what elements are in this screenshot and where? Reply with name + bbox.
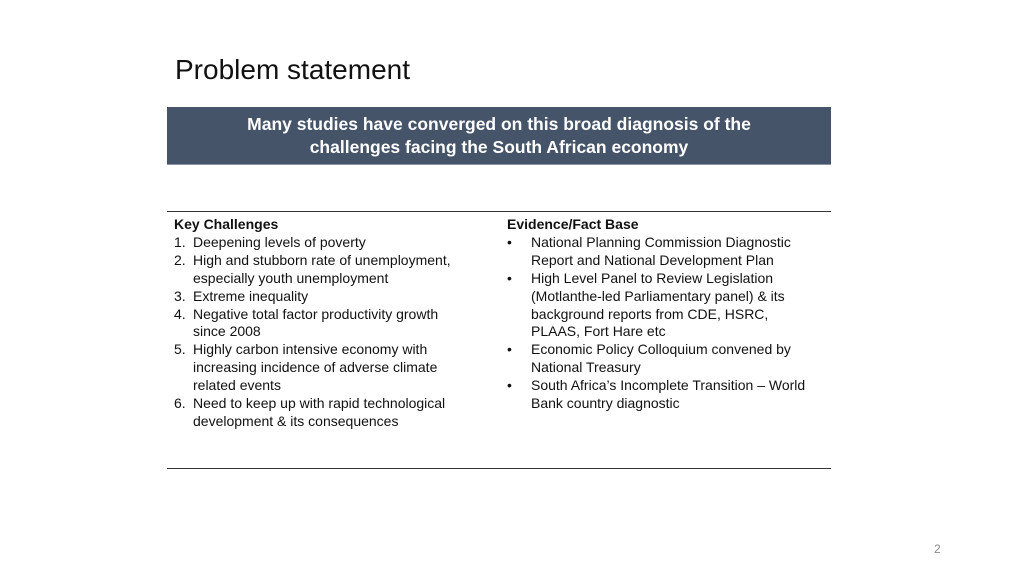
list-item — [174, 288, 494, 306]
list-item — [507, 270, 827, 342]
list-item — [174, 395, 494, 431]
table-top-rule — [167, 211, 831, 212]
table-bottom-rule — [167, 468, 831, 469]
list-item — [174, 306, 494, 342]
list-item-text: National Treasury — [531, 359, 641, 376]
list-item-text: South Africa’s Incomplete Transition – World — [531, 377, 806, 394]
evidence-column — [507, 216, 827, 413]
list-marker: 3. — [174, 287, 186, 304]
banner-line-2: challenges facing the South African economy — [309, 137, 689, 157]
list-item — [507, 341, 827, 377]
list-item-text: related events — [193, 377, 281, 394]
list-item-text: Deepening levels of poverty — [193, 233, 366, 250]
evidence-heading: Evidence/Fact Base — [507, 216, 639, 232]
evidence-list — [507, 234, 827, 413]
list-marker: • — [507, 269, 512, 286]
list-item-text: Bank country diagnostic — [531, 395, 680, 412]
list-item-text: increasing incidence of adverse climate — [193, 359, 438, 376]
banner-text — [167, 113, 831, 159]
list-item-text: Highly carbon intensive economy with — [193, 341, 428, 358]
list-item-text: Report and National Development Plan — [531, 251, 774, 268]
key-challenges-column — [174, 216, 494, 431]
key-challenges-list — [174, 234, 494, 431]
list-marker: 5. — [174, 341, 186, 358]
list-item-text: High Level Panel to Review Legislation — [531, 269, 774, 286]
list-item-text: development & its consequences — [193, 412, 399, 429]
summary-banner — [167, 107, 831, 165]
list-item-text: National Planning Commission Diagnostic — [531, 233, 791, 250]
list-item-text: Negative total factor productivity growth — [193, 305, 439, 322]
list-marker: 2. — [174, 251, 186, 268]
list-item — [507, 377, 827, 413]
list-item-text: since 2008 — [193, 323, 261, 340]
list-item — [174, 234, 494, 252]
list-item-text: Extreme inequality — [193, 287, 309, 304]
list-marker: • — [507, 377, 512, 394]
page-title: Problem statement — [175, 54, 410, 85]
key-challenges-heading: Key Challenges — [174, 216, 279, 232]
list-item-text: especially youth unemployment — [193, 269, 389, 286]
list-item-text: High and stubborn rate of unemployment, — [193, 251, 451, 268]
list-item — [507, 234, 827, 270]
list-item-text: (Motlanthe-led Parliamentary panel) & its — [531, 287, 785, 304]
list-item-text: Economic Policy Colloquium convened by — [531, 341, 791, 358]
list-item — [174, 341, 494, 395]
list-marker: 6. — [174, 395, 186, 412]
list-item-text: background reports from CDE, HSRC, — [531, 305, 769, 322]
list-item-text: Need to keep up with rapid technological — [193, 395, 446, 412]
list-marker: • — [507, 341, 512, 358]
page-number: 2 — [934, 542, 941, 556]
list-item — [174, 252, 494, 288]
banner-line-1: Many studies have converged on this broad diagnosis of the — [247, 114, 751, 134]
list-marker: 1. — [174, 233, 186, 250]
list-marker: 4. — [174, 305, 186, 322]
list-item-text: PLAAS, Fort Hare etc — [531, 323, 666, 340]
list-marker: • — [507, 233, 512, 250]
